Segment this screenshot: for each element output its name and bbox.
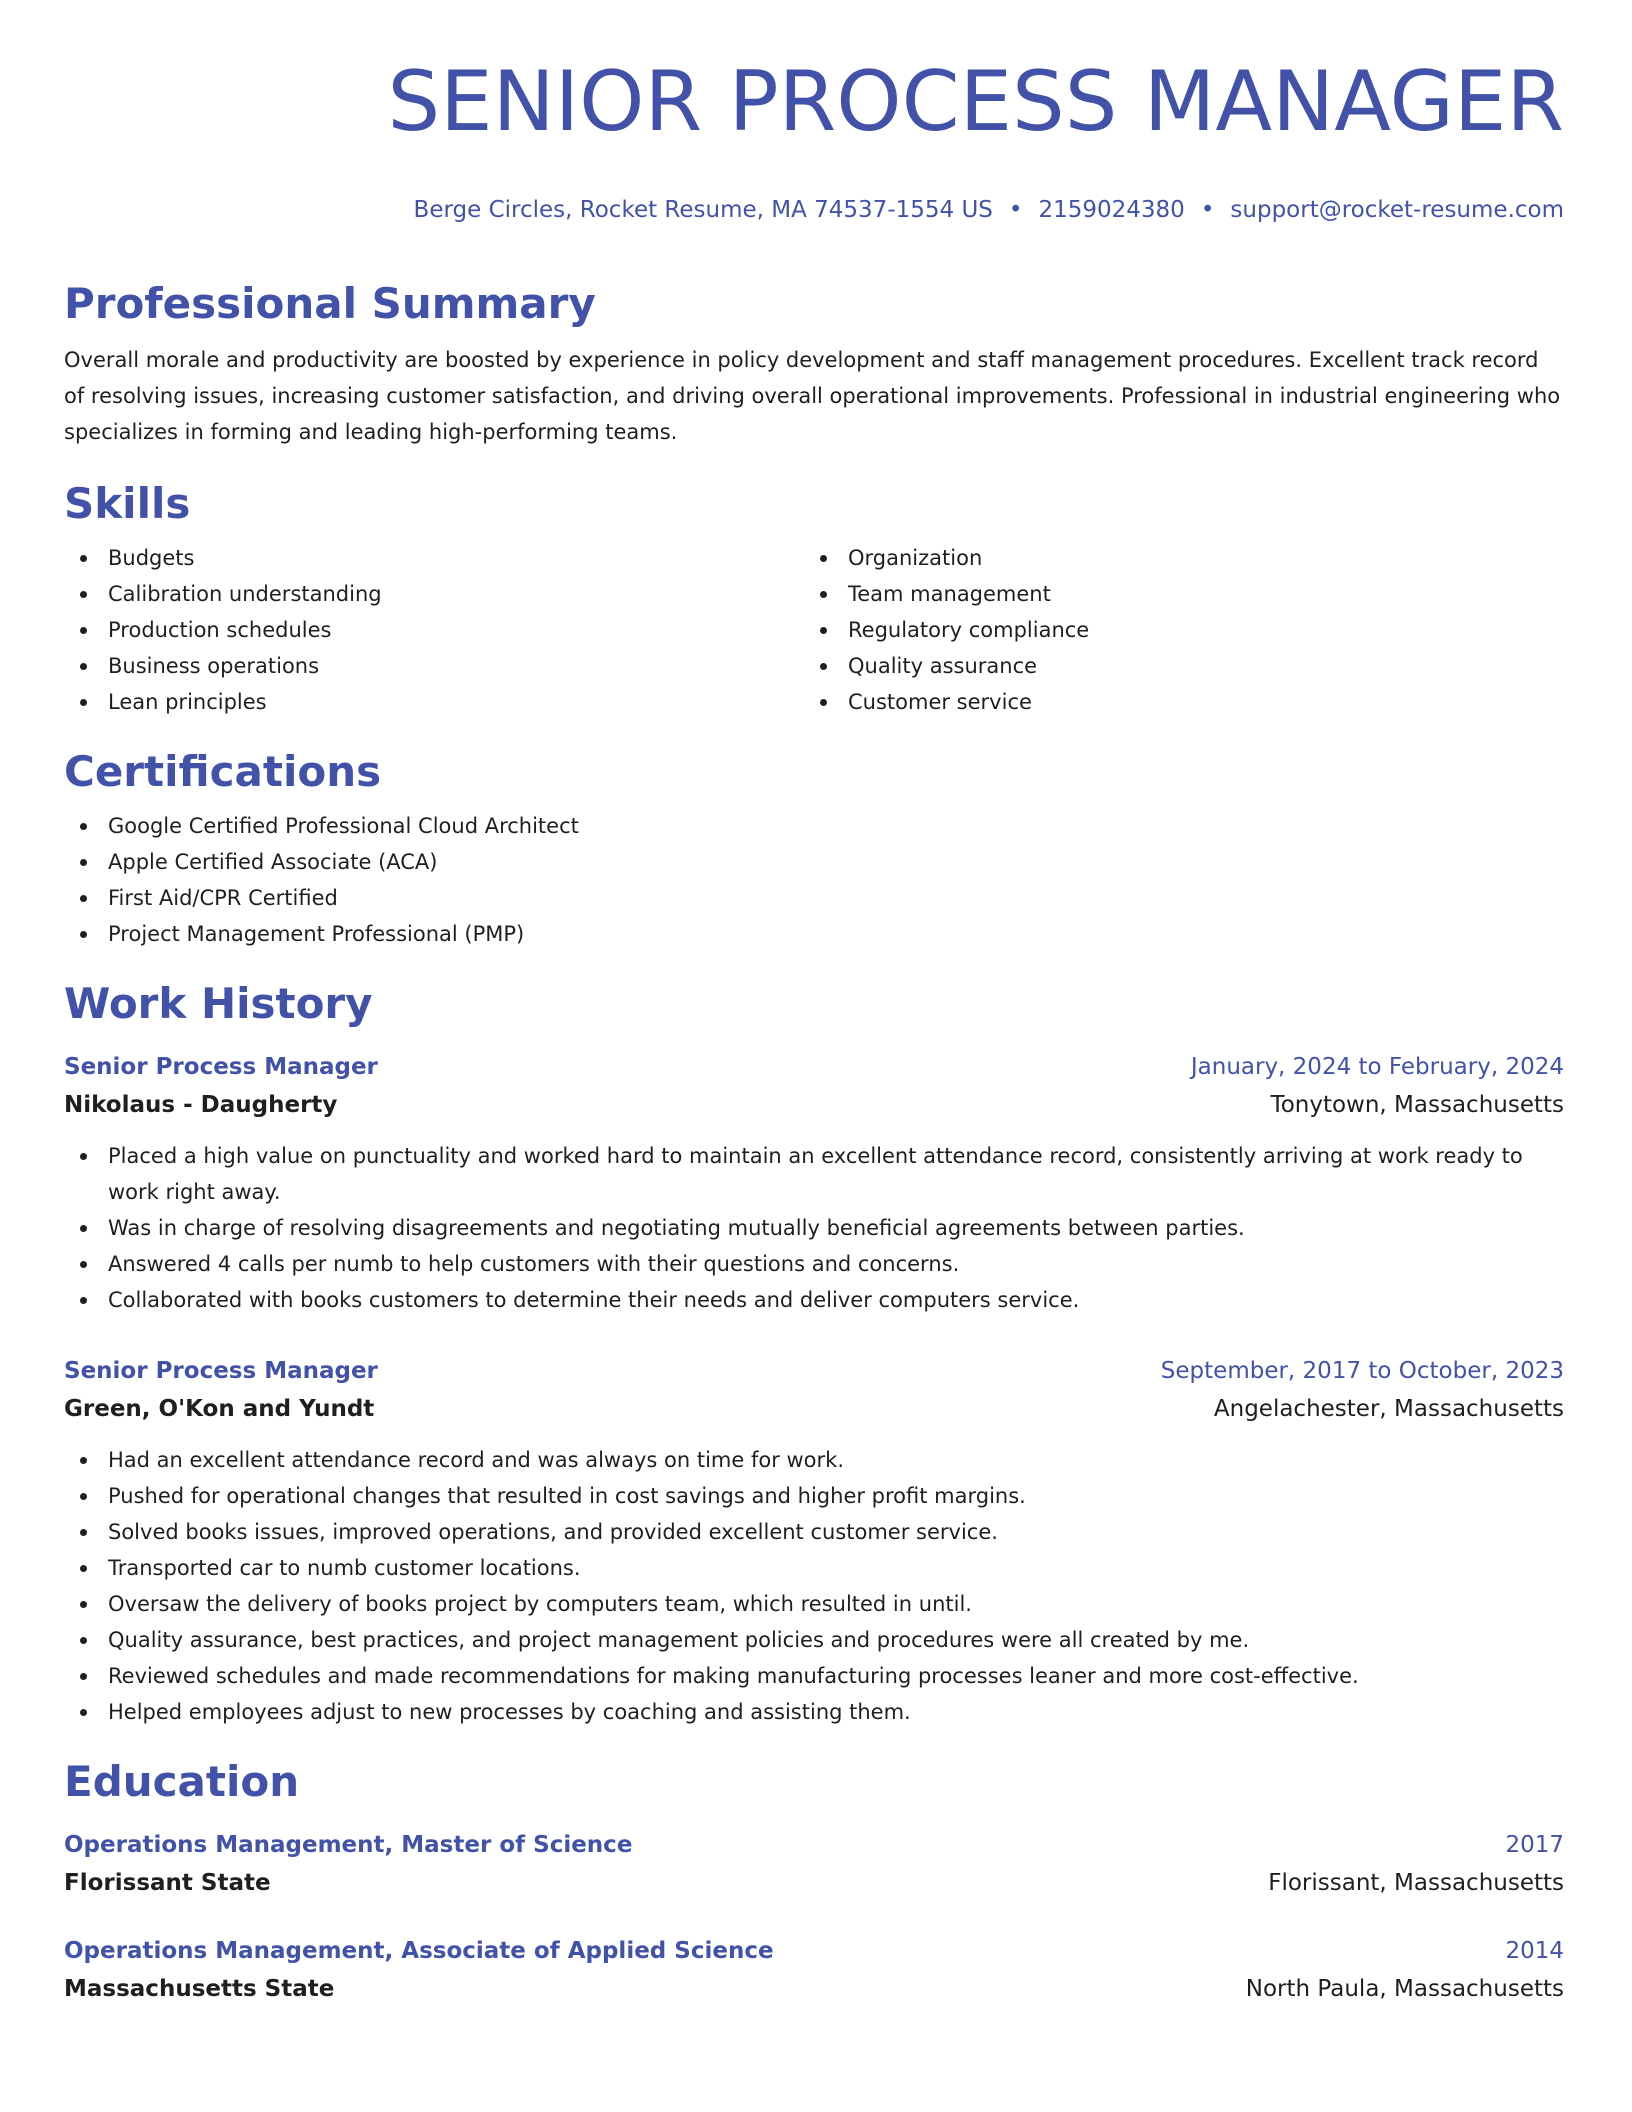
education-year: 2014 bbox=[1505, 1938, 1564, 1964]
certification-item: Apple Certified Associate (ACA) bbox=[64, 844, 1564, 880]
certification-item: Google Certified Professional Cloud Architect bbox=[64, 808, 1564, 844]
summary-heading: Professional Summary bbox=[64, 279, 596, 328]
certification-item: First Aid/CPR Certified bbox=[64, 880, 1564, 916]
skills-column-left bbox=[64, 530, 804, 720]
job-header bbox=[64, 1048, 1564, 1086]
education-entry bbox=[64, 1826, 1564, 1902]
job-bullet: Reviewed schedules and made recommendations for making manufacturing processes leaner and more cost-effective. bbox=[64, 1658, 1564, 1694]
job-company: Green, O'Kon and Yundt bbox=[64, 1396, 375, 1422]
resume-title: SENIOR PROCESS MANAGER bbox=[387, 53, 1564, 150]
job-dates: January, 2024 to February, 2024 bbox=[1190, 1054, 1564, 1080]
job-bullet: Helped employees adjust to new processes by coaching and assisting them. bbox=[64, 1694, 1564, 1730]
job-bullet: Placed a high value on punctuality and worked hard to maintain an excellent attendance record, consistently arriving at work ready to work right away. bbox=[64, 1138, 1564, 1210]
education-subheader bbox=[64, 1864, 1564, 1902]
education-school: Florissant State bbox=[64, 1870, 271, 1896]
resume-page bbox=[64, 52, 1564, 2008]
job-role: Senior Process Manager bbox=[64, 1054, 378, 1080]
job-location: Tonytown, Massachusetts bbox=[1270, 1092, 1564, 1118]
job-location: Angelachester, Massachusetts bbox=[1213, 1396, 1564, 1422]
job-subheader bbox=[64, 1086, 1564, 1124]
skills-heading: Skills bbox=[64, 479, 191, 528]
education-header bbox=[64, 1826, 1564, 1864]
job-bullet: Solved books issues, improved operations, and provided excellent customer service. bbox=[64, 1514, 1564, 1550]
job-bullets bbox=[64, 1442, 1564, 1730]
contact-separator: • bbox=[1200, 197, 1215, 223]
contact-address: Berge Circles, Rocket Resume, MA 74537-1554 US bbox=[413, 197, 993, 223]
skill-item: Team management bbox=[804, 576, 1544, 612]
certification-item: Project Management Professional (PMP) bbox=[64, 916, 1564, 952]
contact-line bbox=[64, 194, 1564, 226]
education-location: North Paula, Massachusetts bbox=[1245, 1976, 1564, 2002]
education-heading: Education bbox=[64, 1757, 300, 1806]
skill-item: Production schedules bbox=[64, 612, 804, 648]
skills-list-left bbox=[64, 540, 804, 720]
job-role: Senior Process Manager bbox=[64, 1358, 378, 1384]
job-entry bbox=[64, 1352, 1564, 1730]
skill-item: Regulatory compliance bbox=[804, 612, 1544, 648]
job-dates: September, 2017 to October, 2023 bbox=[1160, 1358, 1564, 1384]
education-location: Florissant, Massachusetts bbox=[1268, 1870, 1564, 1896]
education-degree: Operations Management, Master of Science bbox=[64, 1832, 633, 1858]
job-bullet: Quality assurance, best practices, and project management policies and procedures were all created by me. bbox=[64, 1622, 1564, 1658]
job-bullet: Had an excellent attendance record and was always on time for work. bbox=[64, 1442, 1564, 1478]
job-entry bbox=[64, 1048, 1564, 1318]
job-bullet: Pushed for operational changes that resulted in cost savings and higher profit margins. bbox=[64, 1478, 1564, 1514]
skill-item: Quality assurance bbox=[804, 648, 1544, 684]
job-company: Nikolaus - Daugherty bbox=[64, 1092, 338, 1118]
contact-phone: 2159024380 bbox=[1038, 197, 1185, 223]
job-bullet: Transported car to numb customer locations. bbox=[64, 1550, 1564, 1586]
skills-grid bbox=[64, 530, 1564, 720]
skill-item: Customer service bbox=[804, 684, 1544, 720]
skill-item: Lean principles bbox=[64, 684, 804, 720]
skill-item: Budgets bbox=[64, 540, 804, 576]
education-year: 2017 bbox=[1505, 1832, 1564, 1858]
certifications-heading: Certifications bbox=[64, 747, 382, 796]
education-entry bbox=[64, 1932, 1564, 2008]
skill-item: Organization bbox=[804, 540, 1544, 576]
job-bullet: Collaborated with books customers to determine their needs and deliver computers service. bbox=[64, 1282, 1564, 1318]
job-bullet: Was in charge of resolving disagreements and negotiating mutually beneficial agreements between parties. bbox=[64, 1210, 1564, 1246]
contact-separator: • bbox=[1008, 197, 1023, 223]
skills-list-right bbox=[804, 540, 1544, 720]
job-subheader bbox=[64, 1390, 1564, 1428]
certifications-list bbox=[64, 808, 1564, 952]
job-bullet: Answered 4 calls per numb to help customers with their questions and concerns. bbox=[64, 1246, 1564, 1282]
job-bullets bbox=[64, 1138, 1564, 1318]
skill-item: Business operations bbox=[64, 648, 804, 684]
work-history-heading: Work History bbox=[64, 979, 373, 1028]
education-degree: Operations Management, Associate of Applied Science bbox=[64, 1938, 774, 1964]
summary-text: Overall morale and productivity are boosted by experience in policy development and staff management procedures. Excellent track record of resolving issues, increasing customer satisfaction, and driving overall operational improvements. Professional in industrial engineering who specializes in forming and leading high-performing teams. bbox=[64, 348, 1561, 444]
job-header bbox=[64, 1352, 1564, 1390]
skills-column-right bbox=[804, 530, 1544, 720]
skill-item: Calibration understanding bbox=[64, 576, 804, 612]
contact-email[interactable]: support@rocket-resume.com bbox=[1230, 197, 1564, 223]
education-school: Massachusetts State bbox=[64, 1976, 335, 2002]
education-header bbox=[64, 1932, 1564, 1970]
education-subheader bbox=[64, 1970, 1564, 2008]
job-bullet: Oversaw the delivery of books project by computers team, which resulted in until. bbox=[64, 1586, 1564, 1622]
